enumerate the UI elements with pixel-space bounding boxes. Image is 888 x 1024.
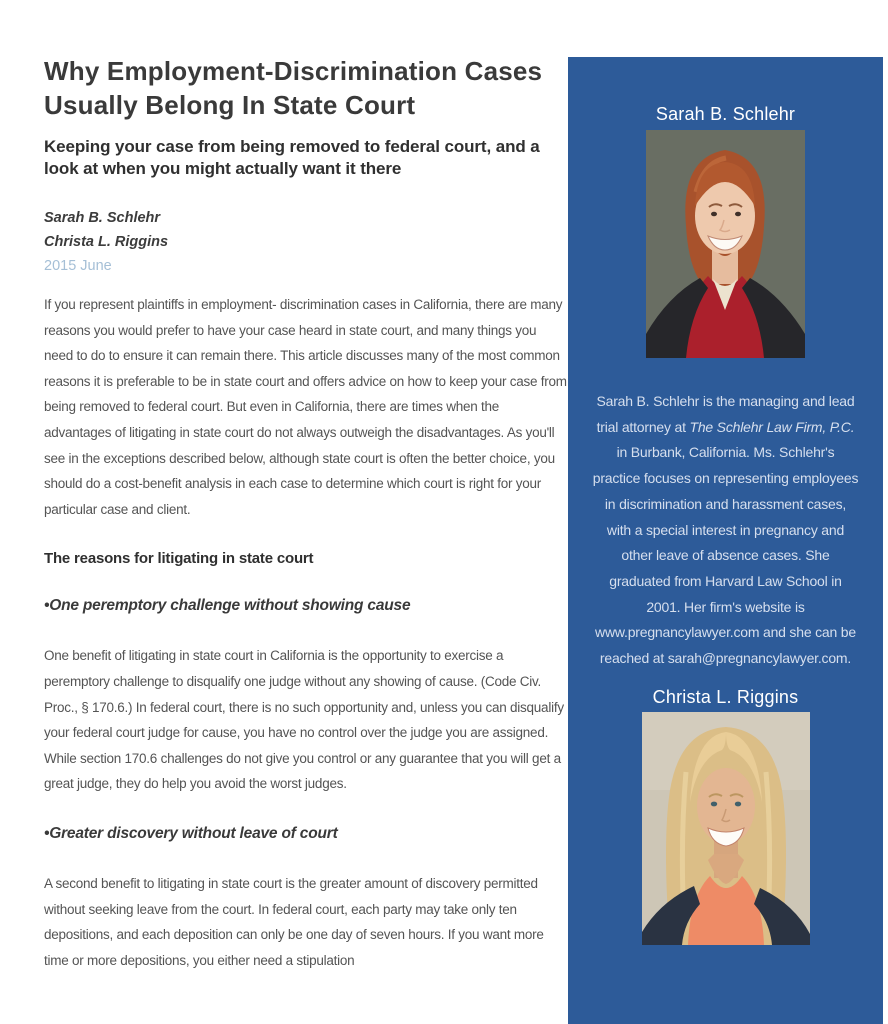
sarah-bio-firm-name: The Schlehr Law Firm, P.C. [689, 418, 855, 435]
page-title: Why Employment-Discrimination Cases Usually Belong In State Court [44, 56, 543, 120]
subsection-paragraph-2: A second benefit to litigating in state court is the greater amount of discovery permitted without seeking leave from the court. In federal court, each party may take only ten depositions, and each deposition can only be one day of seven hours. If you want more time or more depositions, you either need a stipulation [44, 875, 544, 968]
sarah-photo [568, 130, 883, 358]
sidebar-author-name-2: Christa L. Riggins [652, 686, 799, 707]
byline [44, 206, 568, 278]
sarah-portrait-illustration [646, 130, 805, 358]
subsection-paragraph-1: One benefit of litigating in state court in California is the opportunity to exercise a peremptory challenge to disqualify one judge without any showing of cause. (Code Civ. Proc., § 170.6.) In federal court, there is no such opportunity and, unless you can disqualify your federal court judge for cause, you have no control over the judge you are assigned. While section 170.6 challenges do not give you control or any guarantee that you will get a great judge, they do help you avoid the worst judges. [44, 648, 564, 792]
sarah-bio [592, 389, 859, 672]
byline-date: 2015 June [44, 258, 112, 274]
sarah-bio-text-rest: in Burbank, California. Ms. Schlehr's practice focuses on representing employees in discrimination and harassment cases, with a special interest in pregnancy and other leave of absence cases. She graduated from Harvard Law School in 2001. Her firm's website is www.pregnancylawyer.com and she can be reached at sarah@pregnancylawyer.com. [592, 444, 859, 667]
subsection-heading-2: •Greater discovery without leave of court [44, 824, 338, 842]
sarah-bio-text: Sarah B. Schlehr is the managing and lead trial attorney at [596, 393, 855, 435]
christa-portrait-illustration [642, 712, 810, 945]
sidebar-author-name-1: Sarah B. Schlehr [655, 104, 796, 124]
section-heading: The reasons for litigating in state court [44, 550, 314, 568]
author-sidebar [568, 57, 883, 1024]
byline-author-1: Sarah B. Schlehr [44, 210, 161, 226]
subsection-heading-1: •One peremptory challenge without showing cause [44, 597, 411, 615]
article-column [44, 0, 568, 973]
intro-paragraph: If you represent plaintiffs in employment- discrimination cases in California, there are many reasons you would prefer to have your case heard in state court, and many things you need to do to ensure it can remain there. This article discusses many of the most common reasons it is preferable to be in state court and offers advice on how to keep your case from being removed to federal court. But even in California, there are times when the advantages of litigating in state court do not always outweigh the disadvantages. As you'll see in the exceptions described below, although state court is often the better choice, you should do a cost-benefit analysis in each case to determine which court is right for your particular case and client. [44, 297, 567, 517]
byline-author-2: Christa L. Riggins [44, 234, 169, 250]
christa-photo [568, 712, 883, 945]
article-subtitle: Keeping your case from being removed to federal court, and a look at when you might actually want it there [44, 137, 540, 178]
